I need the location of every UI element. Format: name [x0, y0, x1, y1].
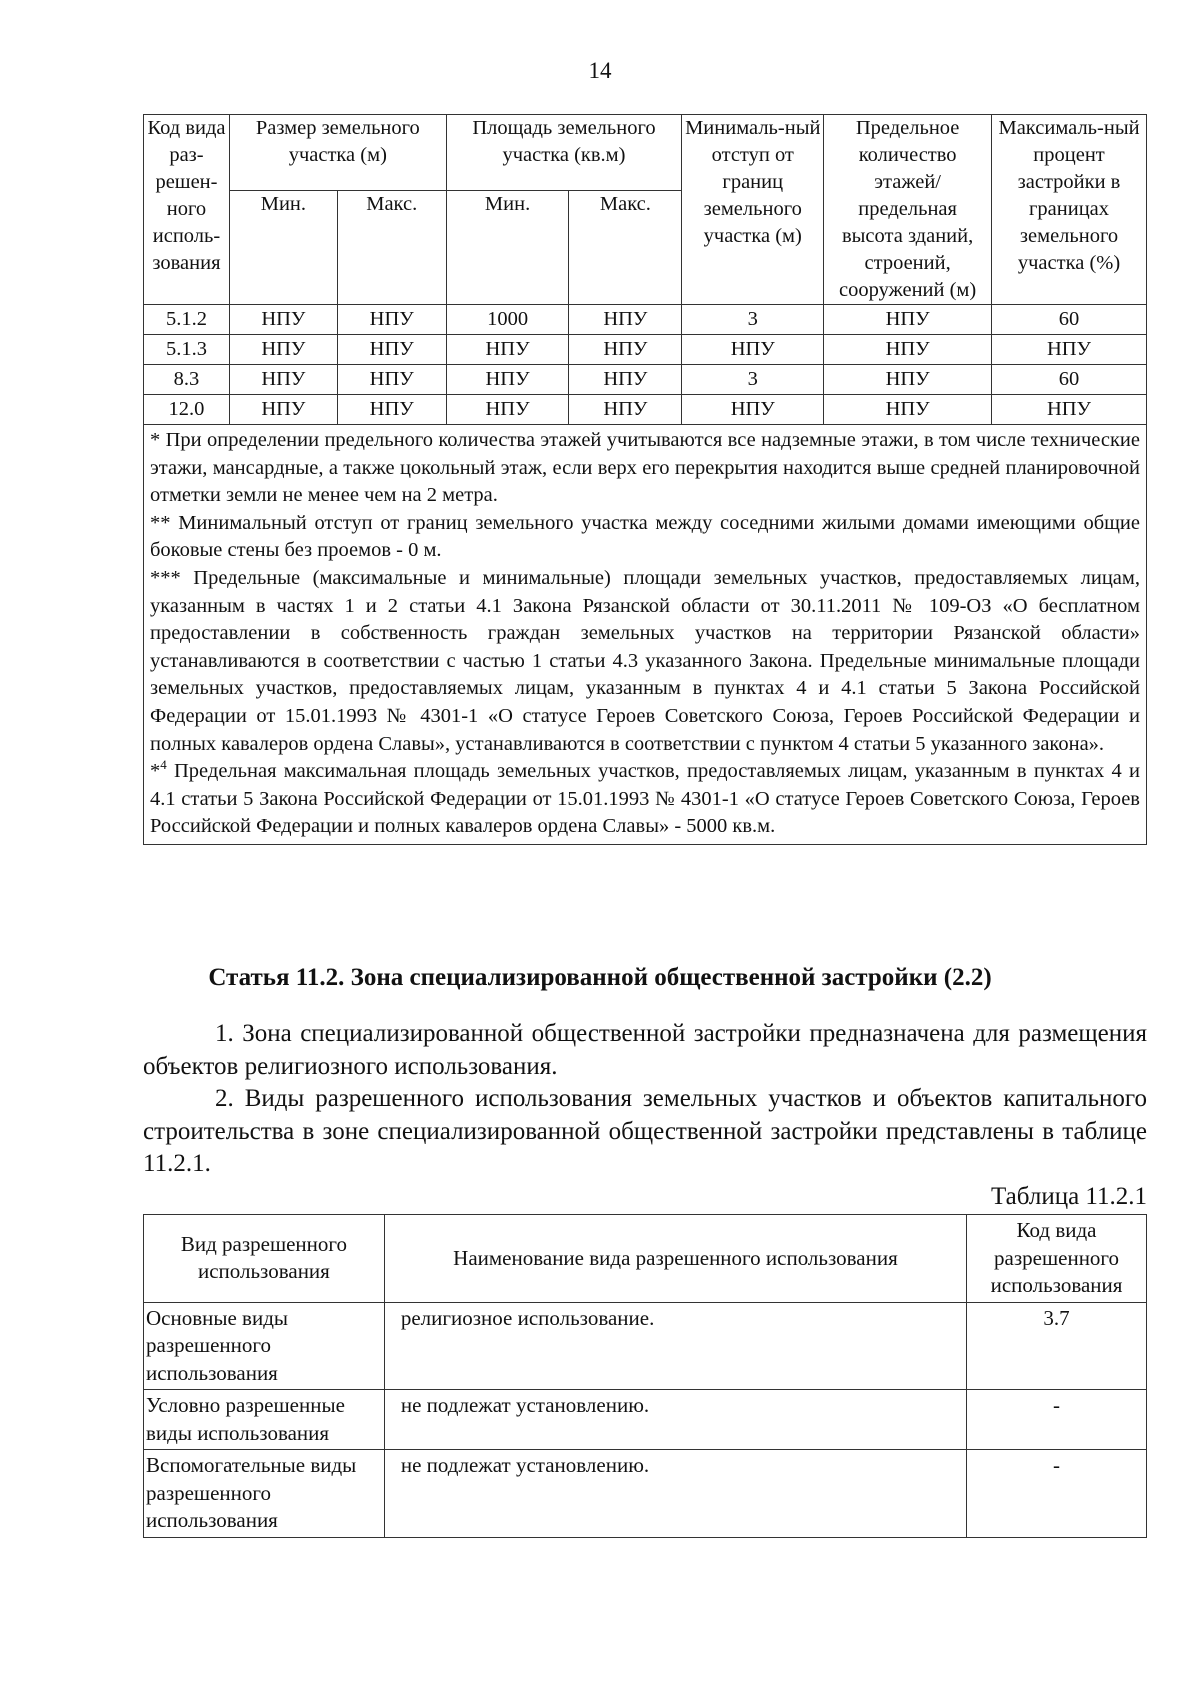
- footnote-4-text: Предельная максимальная площадь земельных участков, предоставляемых лицам, указанным в пунктах 4 и 4.1 статьи 5 Закона Российской Федерации от 15.01.1993 № 4301-1 «О статусе Героев Советского Союза, Героев Российской Федерации и полных кавалеров ордена Славы» - 5000 кв.м.: [150, 760, 1140, 838]
- table-cell: 12.0: [144, 395, 230, 425]
- header-code: Код вида раз-решен-ного исполь-зования: [144, 115, 230, 305]
- table-cell: НПУ: [569, 335, 682, 365]
- table-cell: Условно разрешенные виды использования: [144, 1390, 385, 1450]
- article-title: Статья 11.2. Зона специализированной общественной застройки (2.2): [208, 964, 992, 991]
- table-cell: НПУ: [337, 395, 446, 425]
- header-area-max: Макс.: [569, 191, 682, 305]
- header-use-name: Наименование вида разрешенного использования: [384, 1215, 966, 1303]
- table-row: [144, 1390, 1147, 1450]
- footnote-4-superscript: 4: [160, 757, 167, 773]
- table-cell: 1000: [446, 305, 569, 335]
- header-use-code: Код вида разрешенного использования: [967, 1215, 1147, 1303]
- table-cell: 8.3: [144, 365, 230, 395]
- table-cell: НПУ: [682, 395, 824, 425]
- header-size-max: Макс.: [337, 191, 446, 305]
- table-cell: НПУ: [229, 305, 337, 335]
- paragraph-2: 2. Виды разрешенного использования земельных участков и объектов капитального строительства в зоне специализированной общественной застройки представлены в таблице 11.2.1.: [143, 1085, 1147, 1177]
- table-cell: НПУ: [824, 365, 992, 395]
- table-row: [144, 1450, 1147, 1538]
- table-cell: НПУ: [569, 365, 682, 395]
- footnote-4-marker: *: [150, 760, 161, 783]
- table-cell: НПУ: [446, 335, 569, 365]
- header-size-min: Мин.: [229, 191, 337, 305]
- table-cell: НПУ: [992, 335, 1147, 365]
- permitted-use-table: [143, 1214, 1147, 1538]
- table-cell: Основные виды разрешенного использования: [144, 1302, 385, 1390]
- table-cell: НПУ: [229, 335, 337, 365]
- table-cell: НПУ: [992, 395, 1147, 425]
- table-row: [144, 305, 1147, 335]
- table-cell: 3.7: [967, 1302, 1147, 1390]
- header-size: Размер земельного участка (м): [229, 115, 446, 191]
- footnote-3: *** Предельные (максимальные и минимальные) площади земельных участков, предоставляемых лицам, указанным в частях 1 и 2 статьи 4.1 Закона Рязанской области от 30.11.2011 № 109-ОЗ «О бесплатном предоставлении в собственность граждан земельных участков на территории Рязанской области» устанавливаются в соответствии с частью 1 статьи 4.3 указанного Закона. Предельные минимальные площади земельных участков, предоставляемых лицам, указанным в пунктах 4 и 4.1 статьи 5 Закона Российской Федерации от 15.01.1993 № 4301-1 «О статусе Героев Советского Союза, Героев Российской Федерации и полных кавалеров ордена Славы», устанавливаются в соответствии с пунктом 4 статьи 5 указанного закона».: [150, 566, 1140, 755]
- table-cell: НПУ: [229, 395, 337, 425]
- table-cell: Вспомогательные виды разрешенного использования: [144, 1450, 385, 1538]
- table-cell: 5.1.2: [144, 305, 230, 335]
- table-cell: религиозное использование.: [384, 1302, 966, 1390]
- table-cell: НПУ: [446, 395, 569, 425]
- table-cell: -: [967, 1450, 1147, 1538]
- table-cell: НПУ: [229, 365, 337, 395]
- table-row: [144, 1302, 1147, 1390]
- table-cell: НПУ: [824, 335, 992, 365]
- table-cell: не подлежат установлению.: [384, 1390, 966, 1450]
- table-row: [144, 395, 1147, 425]
- paragraph-1: 1. Зона специализированной общественной застройки предназначена для размещения объектов религиозного использования.: [143, 1020, 1147, 1080]
- header-floors: Предельное количество этажей/ предельная высота зданий, строений, сооружений (м): [824, 115, 992, 305]
- table-cell: НПУ: [824, 305, 992, 335]
- header-area: Площадь земельного участка (кв.м): [446, 115, 682, 191]
- table-cell: -: [967, 1390, 1147, 1450]
- table-cell: НПУ: [824, 395, 992, 425]
- table-cell: 60: [992, 305, 1147, 335]
- header-area-min: Мин.: [446, 191, 569, 305]
- table-cell: 3: [682, 365, 824, 395]
- table-cell: 5.1.3: [144, 335, 230, 365]
- zone-parameters-table: [143, 114, 1147, 845]
- page-number: 14: [588, 58, 612, 83]
- table-caption: Таблица 11.2.1: [991, 1183, 1147, 1210]
- table-cell: не подлежат установлению.: [384, 1450, 966, 1538]
- footnote-2: ** Минимальный отступ от границ земельного участка между соседними жилыми домами имеющими общие боковые стены без проемов - 0 м.: [150, 511, 1140, 562]
- table-cell: НПУ: [569, 305, 682, 335]
- footnote-4: [150, 758, 1140, 841]
- table-row: [144, 365, 1147, 395]
- table-cell: НПУ: [569, 395, 682, 425]
- table-cell: НПУ: [337, 305, 446, 335]
- table-cell: 60: [992, 365, 1147, 395]
- table-cell: НПУ: [682, 335, 824, 365]
- table-cell: НПУ: [446, 365, 569, 395]
- header-setback: Минималь-ный отступ от границ земельного участка (м): [682, 115, 824, 305]
- header-coverage: Максималь-ный процент застройки в границах земельного участка (%): [992, 115, 1147, 305]
- table-cell: НПУ: [337, 365, 446, 395]
- table-cell: 3: [682, 305, 824, 335]
- table-cell: НПУ: [337, 335, 446, 365]
- table-row: [144, 335, 1147, 365]
- table-footnotes: [144, 425, 1147, 845]
- header-use-type: Вид разрешенного использования: [144, 1215, 385, 1303]
- footnote-1: * При определении предельного количества этажей учитываются все надземные этажи, в том числе технические этажи, мансардные, а также цокольный этаж, если верх его перекрытия находится выше средней планировочной отметки земли не менее чем на 2 метра.: [150, 429, 1140, 507]
